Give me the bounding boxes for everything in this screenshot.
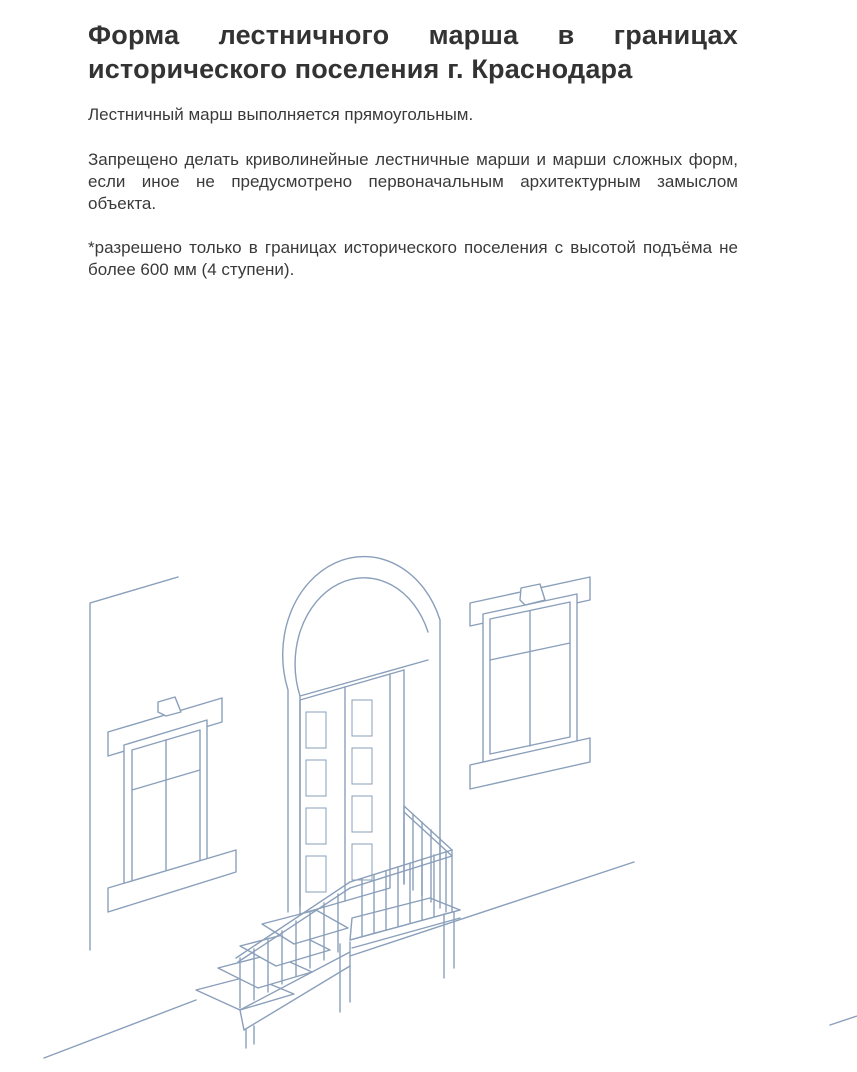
stair-flight — [196, 806, 460, 1048]
page-title: Форма лестничного марша в границах исторического поселения г. Краснодара — [88, 20, 738, 84]
paragraph-footnote: *разрешено только в границах исторического поселения с высотой подъёма не более 600 мм (4 ступени). — [88, 238, 738, 279]
arched-door — [283, 557, 440, 914]
left-window — [108, 697, 236, 912]
paragraph-shape-rule: Лестничный марш выполняется прямоугольным. — [88, 105, 474, 124]
paragraph-prohibition: Запрещено делать криволинейные лестничные марши и марши сложных форм, если иное не предусмотрено первоначальным архитектурным замыслом объекта. — [88, 150, 738, 213]
right-window — [470, 577, 590, 789]
